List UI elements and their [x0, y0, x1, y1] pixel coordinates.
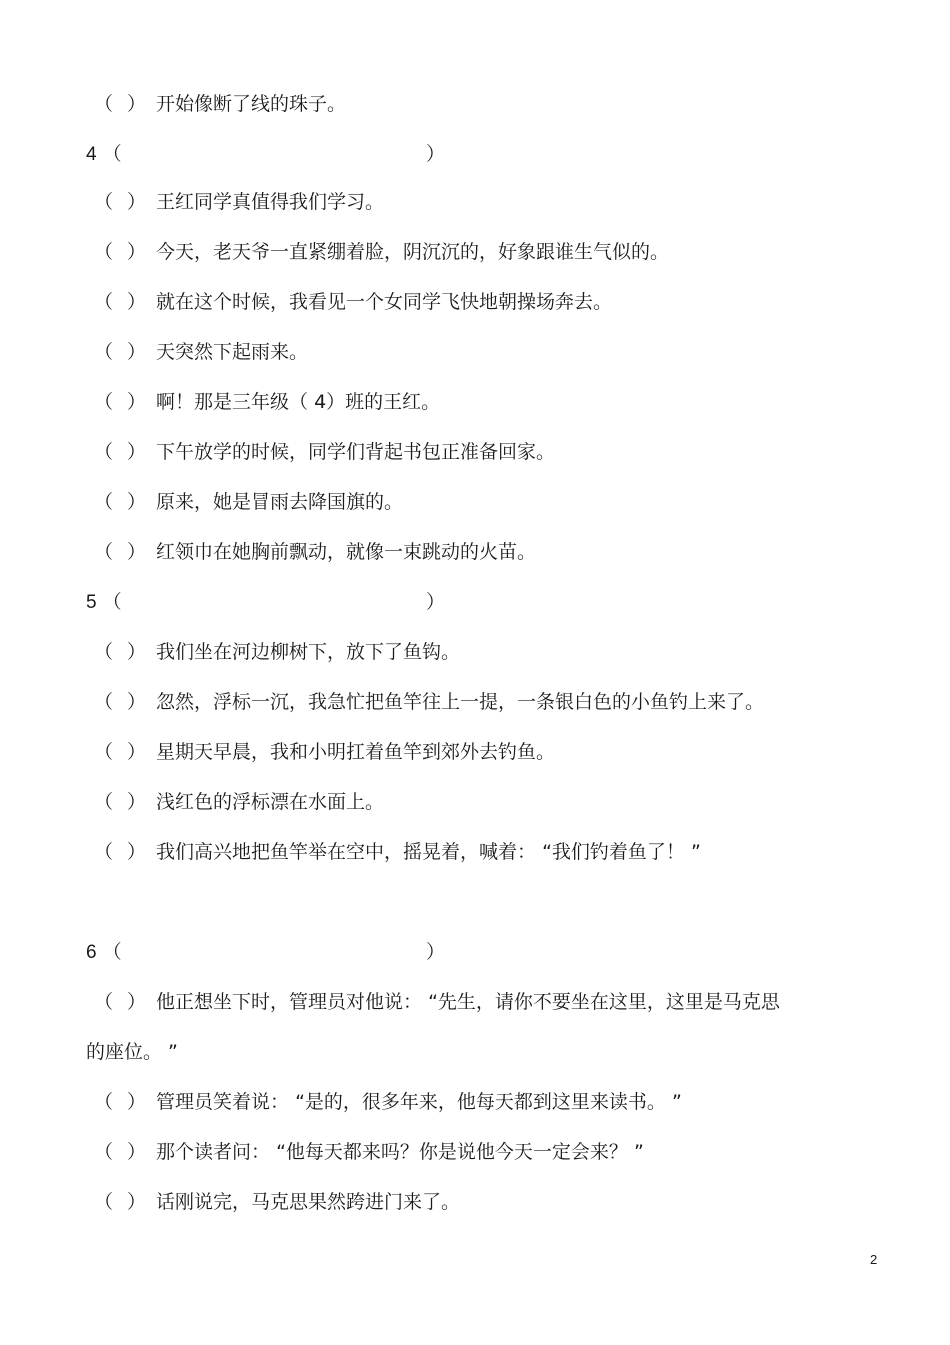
- answer-paren-open: （: [94, 741, 114, 763]
- answer-paren-close: ）: [127, 541, 147, 563]
- answer-paren-close: ）: [127, 491, 147, 513]
- answer-paren-open: （: [94, 841, 114, 863]
- ordering-item: [86, 390, 440, 414]
- answer-paren-close: ）: [127, 391, 147, 413]
- sentence-text: 忽然，浮标一沉，我急忙把鱼竿往上一提，一条银白色的小鱼钓上来了。: [156, 691, 765, 713]
- sentence-text: 我们坐在河边柳树下，放下了鱼钩。: [156, 641, 461, 663]
- question-paren-open: （: [102, 941, 122, 963]
- ordering-item: [86, 540, 536, 564]
- sentence-text: 红领巾在她胸前飘动，就像一束跳动的火苗。: [156, 541, 537, 563]
- ordering-item: [86, 1090, 682, 1114]
- answer-paren-open: （: [94, 641, 114, 663]
- answer-paren-open: （: [94, 1091, 114, 1113]
- answer-paren-open: （: [94, 691, 114, 713]
- answer-paren-close: ）: [127, 841, 147, 863]
- sentence-text: 下午放学的时候，同学们背起书包正准备回家。: [156, 441, 556, 463]
- sentence-text: 开始像断了线的珠子。: [156, 93, 347, 115]
- answer-paren-open: （: [94, 1141, 114, 1163]
- answer-paren-close: ）: [127, 241, 147, 263]
- sentence-text: 天突然下起雨来。: [156, 341, 309, 363]
- sentence-text: 就在这个时候，我看见一个女同学飞快地朝操场奔去。: [156, 291, 613, 313]
- answer-paren-close: ）: [127, 1191, 147, 1213]
- sentence-text: 那个读者问： “他每天都来吗？你是说他今天一定会来？ ”: [156, 1141, 644, 1163]
- answer-paren-close: ）: [127, 441, 147, 463]
- ordering-item: [86, 440, 555, 464]
- answer-paren-close: ）: [127, 191, 147, 213]
- sentence-continuation: 的座位。 ”: [86, 1041, 178, 1063]
- ordering-item: [86, 290, 612, 314]
- page-number: 2: [870, 1252, 878, 1267]
- sentence-text: 星期天早晨，我和小明扛着鱼竿到郊外去钓鱼。: [156, 741, 556, 763]
- sentence-text: 我们高兴地把鱼竿举在空中，摇晃着，喊着： “我们钓着鱼了！ ”: [156, 841, 701, 863]
- question-paren-close: ）: [426, 591, 446, 613]
- question-number: 5: [86, 592, 97, 613]
- sentence-text: 话刚说完，马克思果然跨进门来了。: [156, 1191, 461, 1213]
- question-header: [86, 142, 446, 167]
- ordering-item: [86, 340, 308, 364]
- answer-paren-close: ）: [127, 641, 147, 663]
- answer-paren-close: ）: [127, 691, 147, 713]
- answer-paren-open: （: [94, 191, 114, 213]
- question-header: [86, 590, 446, 615]
- ordering-item: [86, 840, 701, 864]
- question-paren-open: （: [102, 591, 122, 613]
- answer-paren-open: （: [94, 291, 114, 313]
- ordering-item: [86, 1190, 460, 1214]
- ordering-item: [86, 240, 669, 264]
- question-number: 6: [86, 942, 97, 963]
- answer-paren-close: ）: [127, 1091, 147, 1113]
- answer-paren-open: （: [94, 991, 114, 1013]
- ordering-item: [86, 92, 346, 116]
- sentence-text: 今天，老天爷一直紧绷着脸，阴沉沉的，好象跟谁生气似的。: [156, 241, 670, 263]
- answer-paren-close: ）: [127, 93, 147, 115]
- answer-paren-open: （: [94, 391, 114, 413]
- answer-paren-close: ）: [127, 991, 147, 1013]
- ordering-item: [86, 740, 555, 764]
- question-paren-close: ）: [426, 143, 446, 165]
- question-paren-close: ）: [426, 941, 446, 963]
- answer-paren-close: ）: [127, 791, 147, 813]
- answer-paren-open: （: [94, 791, 114, 813]
- sentence-text: 管理员笑着说： “是的，很多年来，他每天都到这里来读书。 ”: [156, 1091, 682, 1113]
- answer-paren-open: （: [94, 441, 114, 463]
- answer-paren-close: ）: [127, 341, 147, 363]
- ordering-item: [86, 190, 384, 214]
- answer-paren-open: （: [94, 93, 114, 115]
- sentence-text: 他正想坐下时，管理员对他说： “先生，请你不要坐在这里，这里是马克思: [156, 991, 780, 1013]
- ordering-item: [86, 990, 780, 1014]
- question-header: [86, 940, 446, 965]
- question-paren-open: （: [102, 143, 122, 165]
- answer-paren-close: ）: [127, 291, 147, 313]
- sentence-text: 王红同学真值得我们学习。: [156, 191, 385, 213]
- sentence-text: 浅红色的浮标漂在水面上。: [156, 791, 385, 813]
- answer-paren-open: （: [94, 541, 114, 563]
- sentence-text: 原来，她是冒雨去降国旗的。: [156, 491, 404, 513]
- answer-paren-open: （: [94, 241, 114, 263]
- ordering-item: [86, 1140, 644, 1164]
- answer-paren-close: ）: [127, 741, 147, 763]
- answer-paren-open: （: [94, 491, 114, 513]
- ordering-item: [86, 790, 384, 814]
- sentence-text: 啊！那是三年级（ 4）班的王红。: [156, 391, 441, 413]
- answer-paren-open: （: [94, 1191, 114, 1213]
- ordering-item: [86, 640, 460, 664]
- ordering-item: [86, 690, 764, 714]
- answer-paren-close: ）: [127, 1141, 147, 1163]
- question-number: 4: [86, 144, 97, 165]
- answer-paren-open: （: [94, 341, 114, 363]
- ordering-item: [86, 490, 403, 514]
